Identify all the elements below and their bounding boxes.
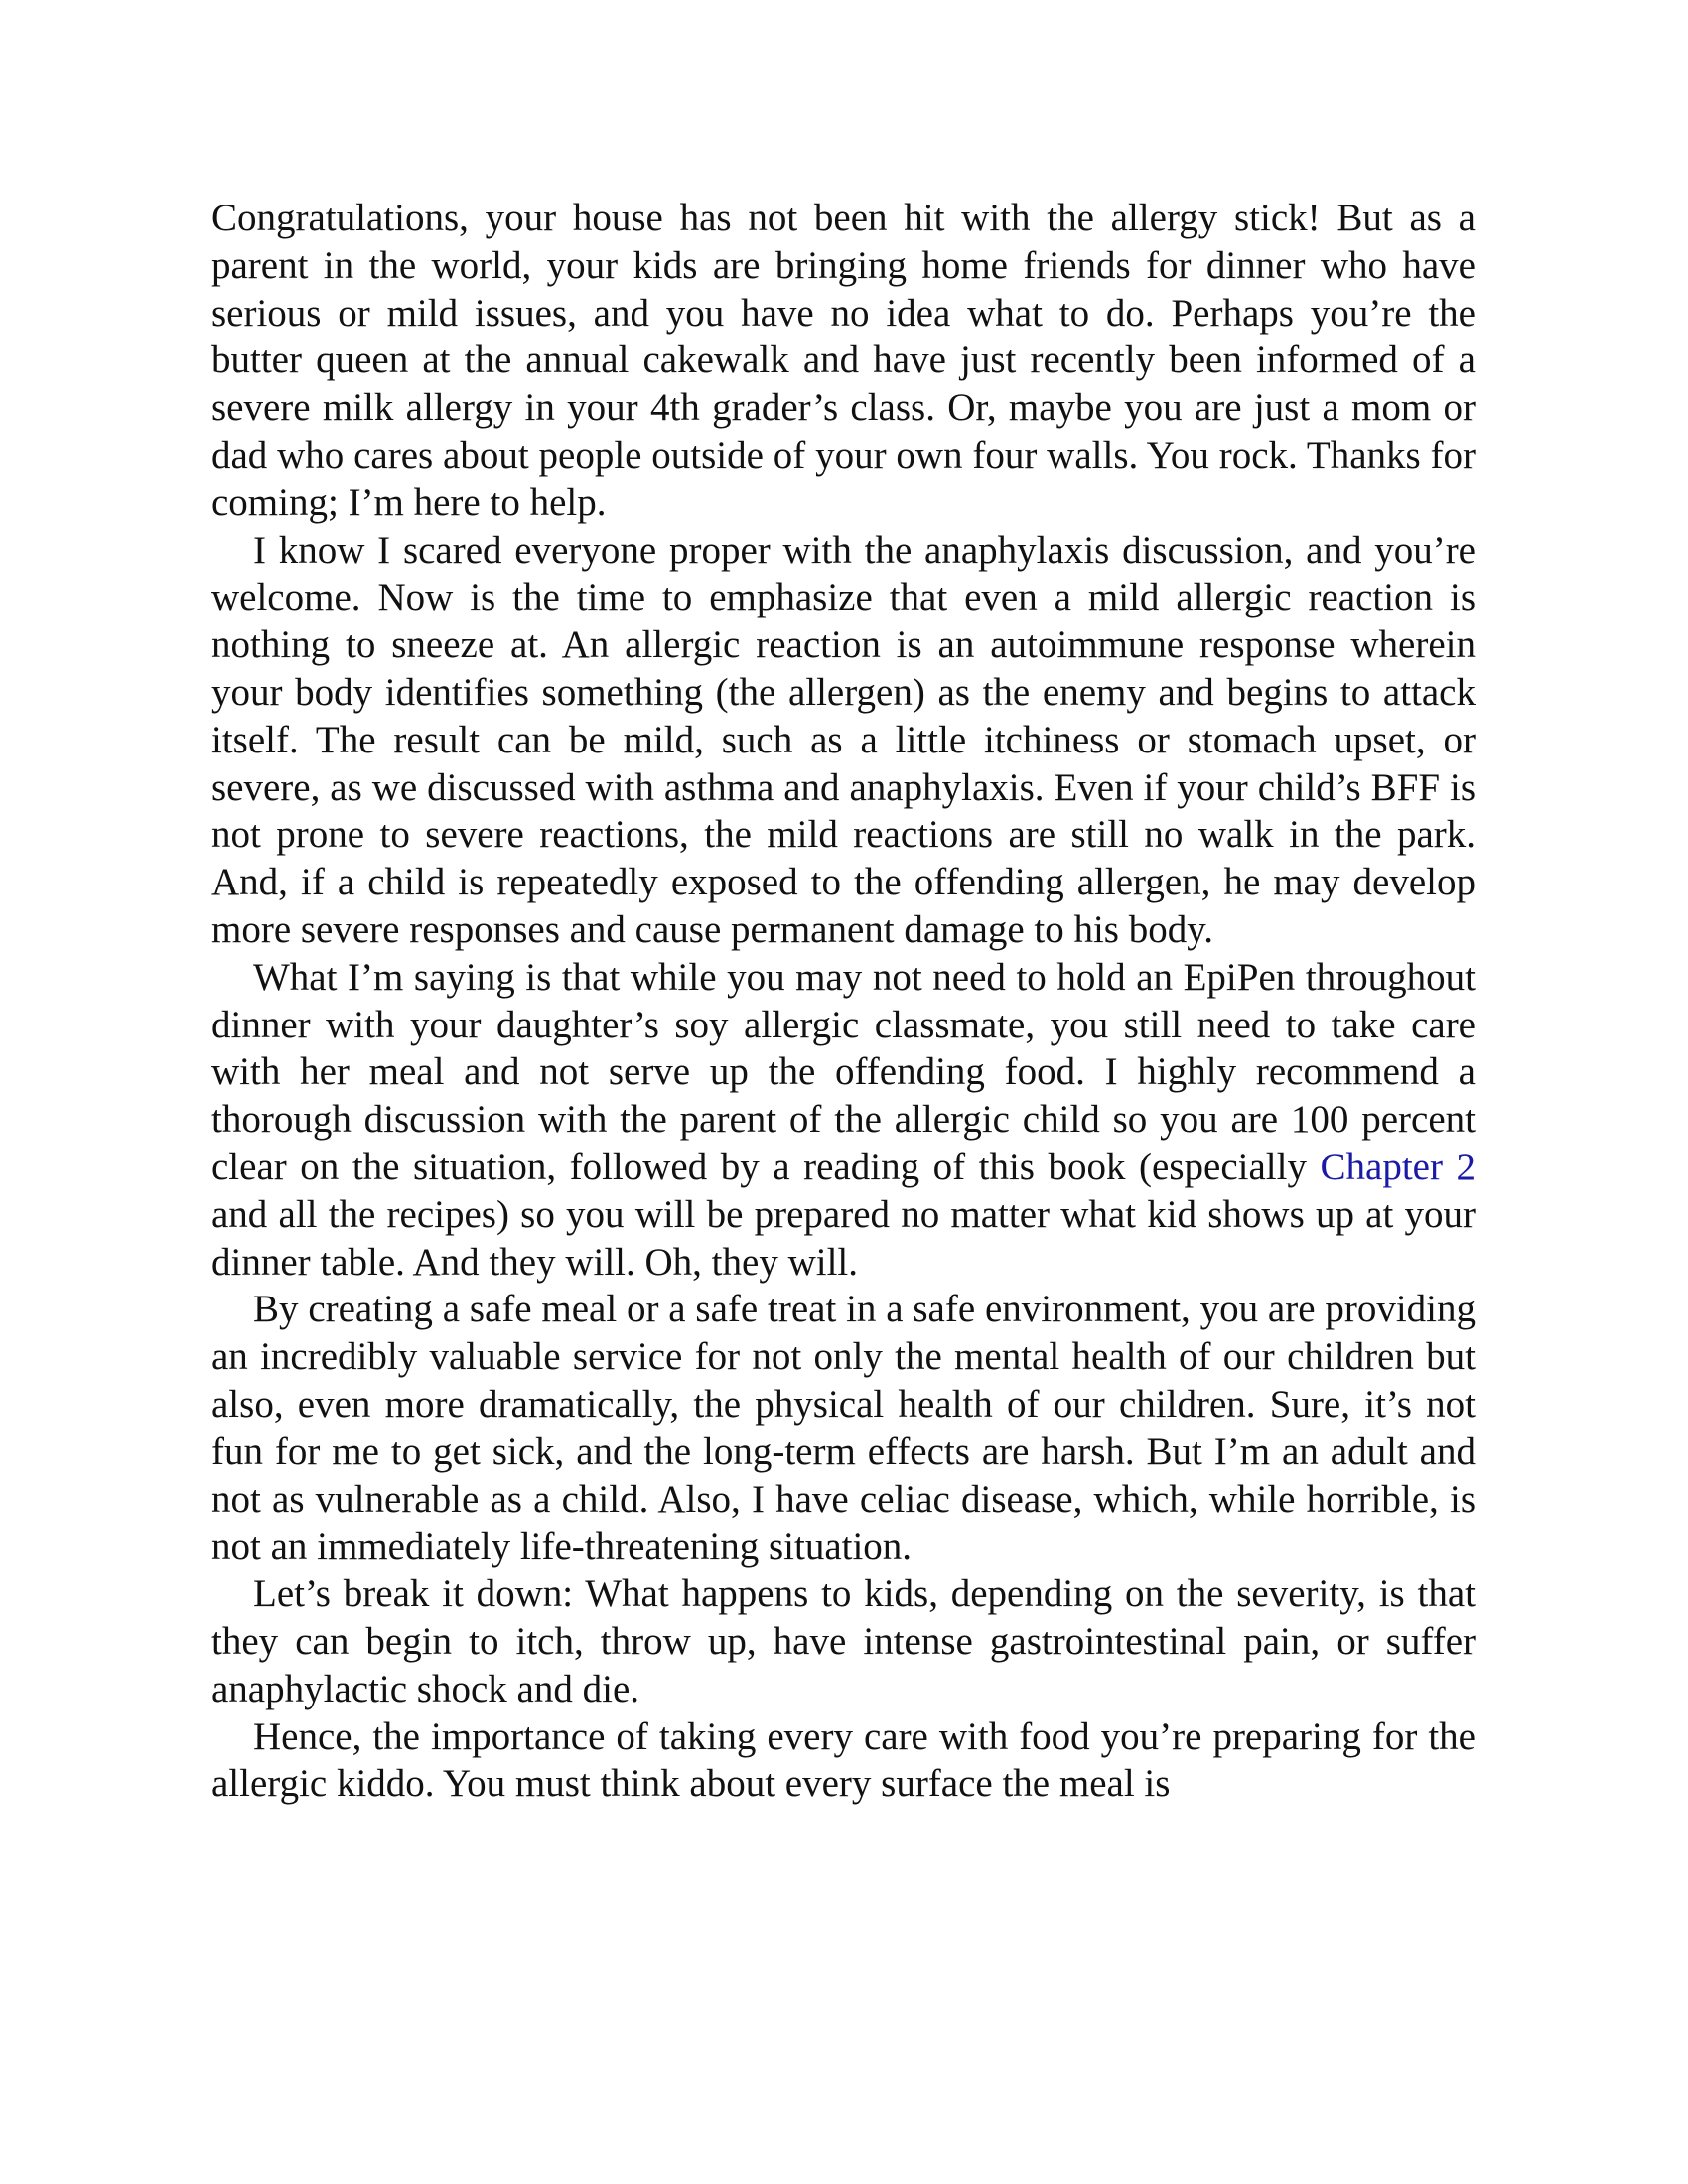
document-page bbox=[211, 195, 1476, 1808]
paragraph-3 bbox=[211, 954, 1476, 1287]
paragraph-3-text-before: What I’m saying is that while you may not need to hold an EpiPen throughout dinner with your daughter’s soy allergic classmate, you still need to take care with her meal and not serve up the offending food. I highly recommend a thorough discussion with the parent of the allergic child so you are 100 percent clear on the situation, followed by a reading of this book (especially bbox=[211, 955, 1476, 1188]
paragraph-5: Let’s break it down: What happens to kids, depending on the severity, is that they can begin to itch, throw up, have intense gastrointestinal pain, or suffer anaphylactic shock and die. bbox=[211, 1572, 1476, 1710]
paragraph-3-text-after: and all the recipes) so you will be prepared no matter what kid shows up at your dinner table. And they will. Oh, they will. bbox=[211, 1192, 1476, 1284]
paragraph-2: I know I scared everyone proper with the anaphylaxis discussion, and you’re welcome. Now is the time to emphasize that even a mild allergic reaction is nothing to sneeze at. An allergic reaction is an autoimmune response wherein your body identifies something (the allergen) as the enemy and begins to attack itself. The result can be mild, such as a little itchiness or stomach upset, or severe, as we discussed with asthma and anaphylaxis. Even if your child’s BFF is not prone to severe reactions, the mild reactions are still no walk in the park. And, if a child is repeatedly exposed to the offending allergen, he may develop more severe responses and cause permanent damage to his body. bbox=[211, 528, 1476, 951]
paragraph-6: Hence, the importance of taking every care with food you’re preparing for the allergic kiddo. You must think about every surface the meal is bbox=[211, 1714, 1476, 1806]
paragraph-4: By creating a safe meal or a safe treat in a safe environment, you are providing an incredibly valuable service for not only the mental health of our children but also, even more dramatically, the physical health of our children. Sure, it’s not fun for me to get sick, and the long-term effects are harsh. But I’m an adult and not as vulnerable as a child. Also, I have celiac disease, which, while horrible, is not an immediately life-threatening situation. bbox=[211, 1288, 1476, 1569]
paragraph-1: Congratulations, your house has not been hit with the allergy stick! But as a parent in the world, your kids are bringing home friends for dinner who have serious or mild issues, and you have no idea what to do. Perhaps you’re the butter queen at the annual cakewalk and have just recently been informed of a severe milk allergy in your 4th grader’s class. Or, maybe you are just a mom or dad who cares about people outside of your own four walls. You rock. Thanks for coming; I’m here to help. bbox=[211, 197, 1476, 524]
chapter-2-link[interactable]: Chapter 2 bbox=[1320, 1145, 1476, 1188]
